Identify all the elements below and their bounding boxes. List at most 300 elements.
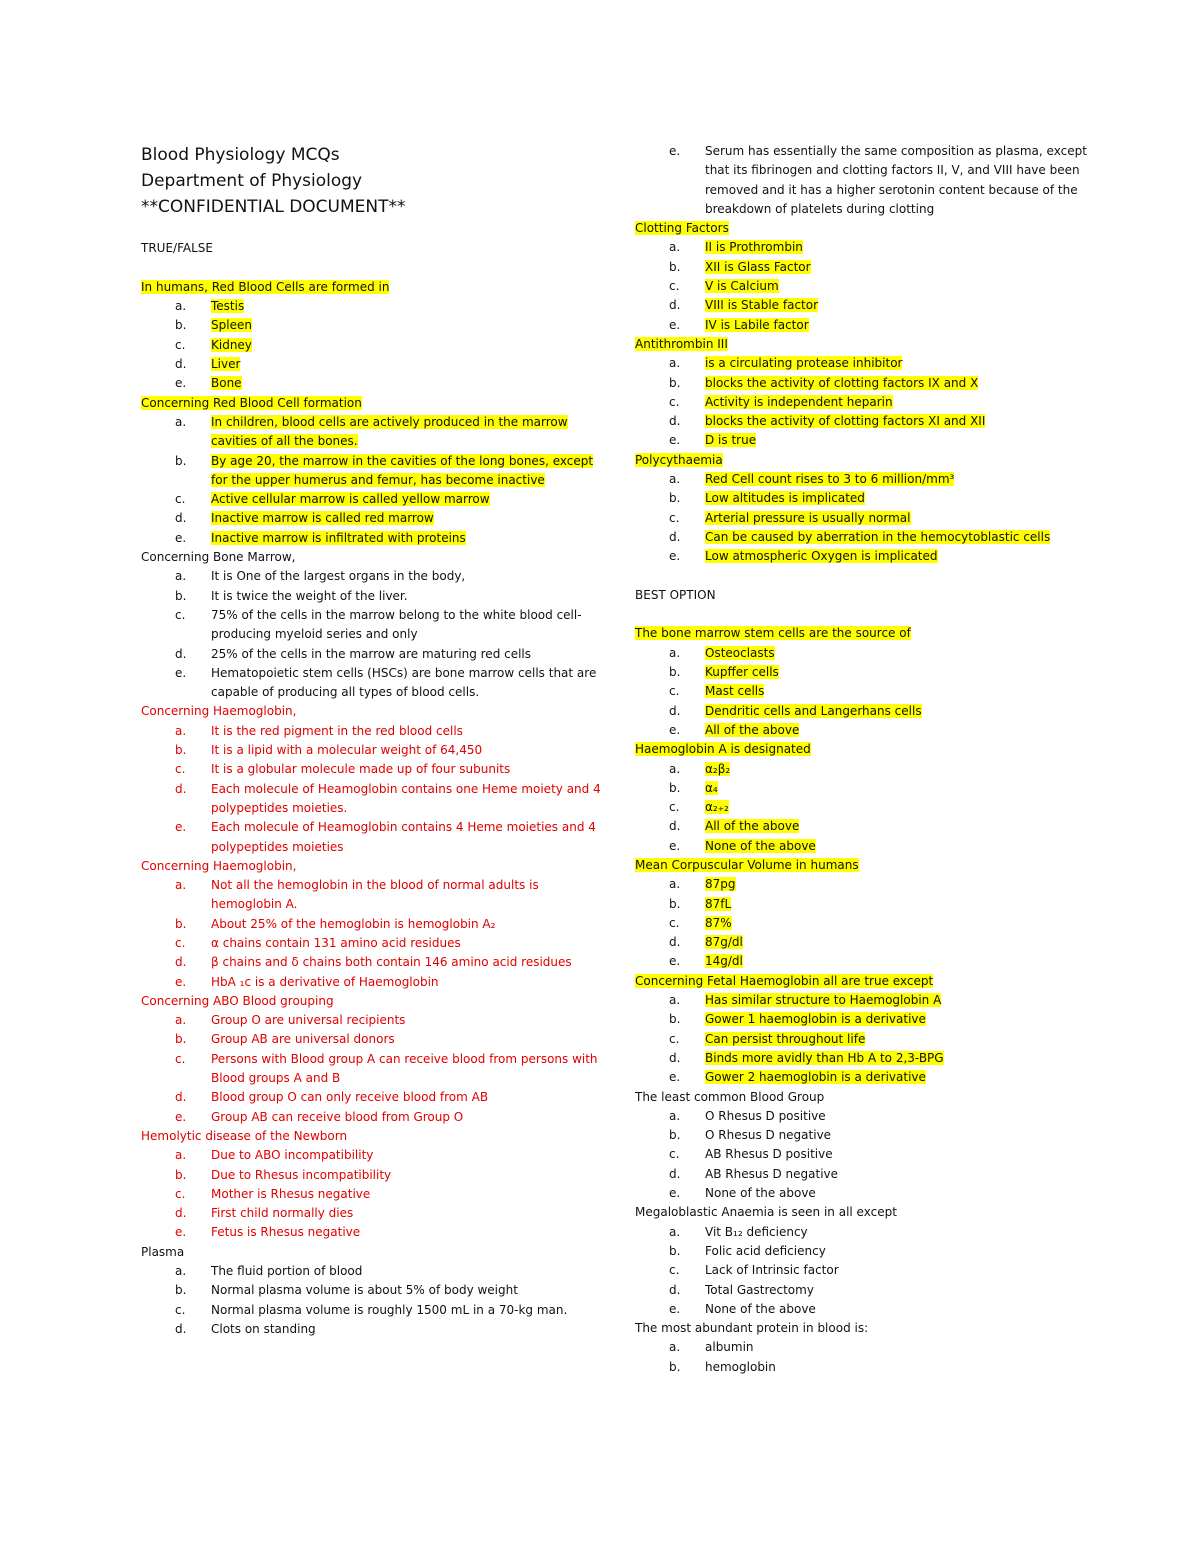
option-list [141, 722, 611, 857]
option-letter: c. [669, 1031, 680, 1046]
question-stem [141, 278, 611, 297]
question-stem [635, 335, 1105, 354]
option-letter: e. [669, 1301, 681, 1316]
option-letter: c. [175, 1302, 186, 1317]
option-letter: d. [175, 955, 187, 970]
question-stem [141, 857, 611, 876]
answer-option [635, 933, 1105, 952]
option-letter: d. [669, 935, 681, 950]
answer-option [635, 1145, 1105, 1164]
answer-option [635, 1126, 1105, 1145]
option-letter: d. [669, 298, 681, 313]
option-text: Inactive marrow is called red marrow [211, 511, 434, 526]
answer-option [635, 547, 1105, 566]
option-text: Inactive marrow is infiltrated with proteins [211, 530, 466, 545]
answer-option [141, 722, 611, 741]
question-stem [635, 740, 1105, 759]
option-text: AB Rhesus D negative [705, 1166, 839, 1181]
option-list [635, 760, 1105, 856]
question-stem [141, 548, 611, 567]
answer-option [141, 1223, 611, 1242]
option-letter: a. [175, 1013, 187, 1028]
option-letter: e. [669, 317, 681, 332]
answer-option [635, 1049, 1105, 1068]
option-letter: b. [175, 1167, 187, 1182]
option-text: Has similar structure to Haemoglobin A [705, 993, 942, 1008]
option-letter: a. [669, 1224, 681, 1239]
question-stem-text: Concerning Haemoglobin, [141, 858, 297, 873]
option-text: blocks the activity of clotting factors IX and X [705, 375, 979, 390]
question-stem [141, 394, 611, 413]
option-text: Total Gastrectomy [705, 1282, 814, 1297]
option-letter: a. [669, 1340, 681, 1355]
question-stem-text: In humans, Red Blood Cells are formed in [141, 279, 390, 294]
answer-option [635, 682, 1105, 701]
question-stem-text: Mean Corpuscular Volume in humans [635, 857, 859, 872]
option-letter: e. [669, 954, 681, 969]
answer-option [635, 470, 1105, 489]
answer-option [141, 1108, 611, 1127]
option-letter: e. [669, 433, 681, 448]
answer-option [141, 953, 611, 972]
option-text: Testis [211, 299, 245, 314]
spacer [635, 605, 1105, 624]
answer-option [635, 1242, 1105, 1261]
option-letter: d. [669, 1166, 681, 1181]
right-question-list [635, 219, 1105, 566]
question-stem [635, 1319, 1105, 1338]
answer-option [635, 663, 1105, 682]
option-letter: c. [669, 510, 680, 525]
question-stem [635, 1203, 1105, 1222]
option-letter: a. [669, 645, 681, 660]
question-stem-text: Megaloblastic Anaemia is seen in all except [635, 1205, 897, 1220]
option-text: None of the above [705, 838, 816, 853]
option-letter: e. [669, 1070, 681, 1085]
answer-option [635, 991, 1105, 1010]
answer-option [141, 1204, 611, 1223]
option-letter: a. [175, 1148, 187, 1163]
option-list [635, 1223, 1105, 1319]
option-text: D is true [705, 433, 757, 448]
option-text: 14g/dl [705, 954, 743, 969]
option-text: In children, blood cells are actively produced in the marrow cavities of all the bones. [211, 414, 568, 449]
option-list [141, 1146, 611, 1242]
option-text: Clots on standing [211, 1321, 316, 1336]
section-heading-true-false: TRUE/FALSE [141, 241, 213, 256]
option-letter: d. [669, 819, 681, 834]
option-letter: c. [669, 279, 680, 294]
answer-option [141, 1281, 611, 1300]
option-letter: d. [669, 1282, 681, 1297]
option-text: Can persist throughout life [705, 1031, 866, 1046]
answer-option [635, 1300, 1105, 1319]
option-text: All of the above [705, 819, 800, 834]
option-text: Binds more avidly than Hb A to 2,3-BPG [705, 1050, 944, 1065]
question-stem-text: Concerning Fetal Haemoglobin all are true except [635, 973, 934, 988]
answer-option [141, 490, 611, 509]
option-letter: c. [669, 394, 680, 409]
question-stem-text: Antithrombin III [635, 336, 728, 351]
option-letter: b. [175, 1032, 187, 1047]
option-text: VIII is Stable factor [705, 298, 819, 313]
option-letter: e. [175, 530, 187, 545]
answer-option [635, 1184, 1105, 1203]
option-text: Blood group O can only receive blood from AB [211, 1090, 489, 1105]
question-stem [635, 856, 1105, 875]
option-list [635, 875, 1105, 971]
answer-option [141, 1166, 611, 1185]
answer-option [141, 973, 611, 992]
option-letter: d. [175, 1206, 187, 1221]
option-list [141, 1011, 611, 1127]
option-letter: d. [175, 1321, 187, 1336]
answer-option [141, 509, 611, 528]
option-text: Mother is Rhesus negative [211, 1186, 371, 1201]
option-text: blocks the activity of clotting factors XI and XII [705, 414, 986, 429]
option-letter: b. [175, 588, 187, 603]
answer-option [635, 1358, 1105, 1377]
option-letter: e. [175, 1109, 187, 1124]
option-text: Due to Rhesus incompatibility [211, 1167, 392, 1182]
option-text: None of the above [705, 1186, 816, 1201]
question-stem [635, 1088, 1105, 1107]
answer-option [635, 354, 1105, 373]
option-text: Gower 2 haemoglobin is a derivative [705, 1070, 926, 1085]
question-stem [635, 624, 1105, 643]
option-letter: a. [175, 723, 187, 738]
answer-option [635, 875, 1105, 894]
option-letter: b. [669, 1012, 681, 1027]
option-letter: e. [669, 549, 681, 564]
option-text: Dendritic cells and Langerhans cells [705, 703, 922, 718]
option-list [141, 567, 611, 702]
option-letter: b. [669, 780, 681, 795]
option-letter: c. [175, 1186, 186, 1201]
option-letter: e. [669, 722, 681, 737]
answer-option [635, 952, 1105, 971]
answer-option [141, 645, 611, 664]
option-text: is a circulating protease inhibitor [705, 356, 903, 371]
option-text: α₂₊₂ [705, 800, 729, 815]
option-text: Gower 1 haemoglobin is a derivative [705, 1012, 926, 1027]
question-stem-text: The least common Blood Group [635, 1089, 825, 1104]
answer-option [141, 1146, 611, 1165]
option-letter: a. [669, 1108, 681, 1123]
option-letter: c. [669, 1263, 680, 1278]
option-text: Vit B₁₂ deficiency [705, 1224, 808, 1239]
option-letter: b. [175, 916, 187, 931]
option-list [635, 1107, 1105, 1203]
answer-option [141, 818, 611, 857]
option-text: Low atmospheric Oxygen is implicated [705, 549, 938, 564]
best-option-question-list [635, 624, 1105, 1377]
option-letter: c. [669, 915, 680, 930]
question-stem-text: Concerning Haemoglobin, [141, 704, 297, 719]
option-text: Hematopoietic stem cells (HSCs) are bone marrow cells that are capable of producing all types of blood cells. [211, 665, 597, 700]
answer-option [141, 1301, 611, 1320]
question-stem-text: Haemoglobin A is designated [635, 742, 811, 757]
department-name: Department of Physiology [141, 171, 363, 191]
option-text: Folic acid deficiency [705, 1243, 826, 1258]
option-text: First child normally dies [211, 1206, 354, 1221]
answer-option [141, 529, 611, 548]
answer-option [635, 1223, 1105, 1242]
option-letter: a. [175, 414, 187, 429]
answer-option [635, 296, 1105, 315]
answer-option [635, 1165, 1105, 1184]
option-text: It is a lipid with a molecular weight of 64,450 [211, 743, 483, 758]
option-text: α₂β₂ [705, 761, 731, 776]
option-letter: c. [669, 800, 680, 815]
option-letter: e. [175, 1225, 187, 1240]
confidential-label: **CONFIDENTIAL DOCUMENT** [141, 197, 406, 217]
answer-option [635, 412, 1105, 431]
option-letter: c. [669, 684, 680, 699]
question-stem-text: Hemolytic disease of the Newborn [141, 1128, 348, 1143]
option-list [635, 354, 1105, 450]
answer-option [635, 1338, 1105, 1357]
option-letter: d. [669, 414, 681, 429]
answer-option [635, 431, 1105, 450]
answer-option [141, 452, 611, 491]
question-stem-text: Clotting Factors [635, 221, 729, 236]
option-letter: c. [175, 1051, 186, 1066]
option-letter: b. [669, 375, 681, 390]
answer-option [141, 1011, 611, 1030]
option-list [141, 413, 611, 548]
option-letter: b. [669, 896, 681, 911]
spacer [141, 259, 611, 278]
option-text: XII is Glass Factor [705, 259, 811, 274]
answer-option [141, 587, 611, 606]
option-text: Group AB can receive blood from Group O [211, 1109, 464, 1124]
option-letter: a. [669, 877, 681, 892]
option-text: It is twice the weight of the liver. [211, 588, 408, 603]
option-letter: a. [669, 240, 681, 255]
option-text: Red Cell count rises to 3 to 6 million/mm³ [705, 472, 955, 487]
option-text: Each molecule of Heamoglobin contains one Heme moiety and 4 polypeptides moieties. [211, 781, 601, 815]
answer-option [141, 934, 611, 953]
question-stem [635, 972, 1105, 991]
option-letter: b. [669, 665, 681, 680]
option-text: 25% of the cells in the marrow are maturing red cells [211, 646, 532, 661]
option-list [635, 238, 1105, 334]
option-letter: a. [175, 878, 187, 893]
option-text: β chains and δ chains both contain 146 amino acid residues [211, 955, 572, 970]
option-letter: d. [175, 646, 187, 661]
answer-option [141, 664, 611, 703]
option-list [635, 991, 1105, 1087]
question-stem [141, 992, 611, 1011]
question-stem [141, 1243, 611, 1262]
option-list [141, 297, 611, 393]
option-text: About 25% of the hemoglobin is hemoglobin A₂ [211, 916, 496, 931]
option-text: 75% of the cells in the marrow belong to the white blood cell-producing myeloid series and only [211, 607, 582, 642]
option-text: II is Prothrombin [705, 240, 803, 255]
option-text: Group O are universal recipients [211, 1013, 406, 1028]
option-text: The fluid portion of blood [211, 1264, 363, 1279]
option-letter: b. [175, 743, 187, 758]
answer-option [141, 316, 611, 335]
option-letter: c. [175, 492, 186, 507]
option-text: Not all the hemoglobin in the blood of normal adults is hemoglobin A. [211, 878, 539, 912]
answer-option [141, 915, 611, 934]
answer-option [635, 721, 1105, 740]
answer-option [141, 567, 611, 586]
answer-option [141, 1185, 611, 1204]
option-letter: c. [175, 935, 186, 950]
answer-option [635, 779, 1105, 798]
question-stem-text: Polycythaemia [635, 452, 723, 467]
continued-options [635, 142, 1105, 219]
option-list [635, 644, 1105, 740]
option-text: Fetus is Rhesus negative [211, 1225, 361, 1240]
option-letter: e. [175, 820, 187, 835]
option-text: V is Calcium [705, 279, 779, 294]
answer-option [141, 1320, 611, 1339]
option-letter: c. [175, 607, 186, 622]
answer-option [141, 876, 611, 915]
option-letter: c. [175, 337, 186, 352]
option-list [635, 142, 1105, 219]
option-letter: d. [669, 1050, 681, 1065]
option-text: O Rhesus D negative [705, 1128, 832, 1143]
answer-option [635, 1261, 1105, 1280]
answer-option [635, 914, 1105, 933]
option-letter: e. [669, 144, 681, 158]
option-text: albumin [705, 1340, 754, 1355]
option-letter: b. [669, 1243, 681, 1258]
answer-option [635, 142, 1105, 219]
answer-option [141, 1030, 611, 1049]
option-text: By age 20, the marrow in the cavities of the long bones, except for the upper humerus and femur, has become inactive [211, 453, 594, 487]
option-list [141, 876, 611, 992]
option-letter: a. [175, 1264, 187, 1279]
option-text: Activity is independent heparin [705, 394, 893, 409]
right-column [635, 0, 1105, 1377]
question-stem [635, 219, 1105, 238]
option-letter: d. [669, 703, 681, 718]
option-letter: b. [175, 1283, 187, 1298]
option-letter: d. [175, 781, 187, 796]
option-list [635, 1338, 1105, 1377]
question-stem-text: The bone marrow stem cells are the source of [635, 626, 911, 641]
option-text: Bone [211, 376, 242, 391]
answer-option [635, 277, 1105, 296]
spacer [635, 567, 1105, 586]
option-text: 87pg [705, 877, 736, 892]
option-letter: b. [669, 1128, 681, 1143]
answer-option [141, 1088, 611, 1107]
question-stem-text: Concerning Bone Marrow, [141, 550, 296, 565]
option-text: HbA ₁c is a derivative of Haemoglobin [211, 974, 439, 989]
option-letter: b. [669, 1359, 681, 1374]
option-letter: b. [175, 318, 187, 333]
option-letter: e. [175, 665, 187, 680]
answer-option [635, 509, 1105, 528]
option-text: AB Rhesus D positive [705, 1147, 833, 1162]
answer-option [141, 741, 611, 760]
option-list [635, 470, 1105, 566]
option-text: Active cellular marrow is called yellow marrow [211, 492, 490, 507]
spacer [141, 220, 611, 239]
answer-option [635, 489, 1105, 508]
option-letter: e. [669, 838, 681, 853]
answer-option [635, 1030, 1105, 1049]
option-text: It is One of the largest organs in the body, [211, 569, 466, 584]
option-text: It is a globular molecule made up of four subunits [211, 762, 511, 777]
option-letter: a. [669, 761, 681, 776]
left-column [141, 0, 611, 1339]
option-text: 87g/dl [705, 935, 743, 950]
option-letter: a. [175, 299, 187, 314]
option-letter: e. [669, 1186, 681, 1201]
option-text: Liver [211, 357, 241, 372]
option-letter: a. [175, 569, 187, 584]
option-text: Mast cells [705, 684, 765, 699]
option-letter: d. [175, 357, 187, 372]
answer-option [141, 374, 611, 393]
section-heading-best-option: BEST OPTION [635, 587, 716, 602]
option-letter: d. [175, 1090, 187, 1105]
option-letter: a. [669, 472, 681, 487]
answer-option [141, 297, 611, 316]
answer-option [141, 1050, 611, 1089]
answer-option [635, 258, 1105, 277]
option-list [141, 1262, 611, 1339]
option-letter: c. [175, 762, 186, 777]
answer-option [141, 413, 611, 452]
answer-option [635, 798, 1105, 817]
option-letter: d. [175, 511, 187, 526]
option-text: Group AB are universal donors [211, 1032, 395, 1047]
question-stem-text: Concerning ABO Blood grouping [141, 993, 334, 1008]
option-text: Spleen [211, 318, 252, 333]
option-text: Kidney [211, 337, 252, 352]
question-stem [141, 702, 611, 721]
option-letter: c. [669, 1147, 680, 1162]
option-text: Persons with Blood group A can receive blood from persons with Blood groups A and B [211, 1051, 598, 1086]
option-letter: e. [175, 376, 187, 391]
answer-option [635, 374, 1105, 393]
option-text: Normal plasma volume is about 5% of body weight [211, 1283, 518, 1298]
option-text: None of the above [705, 1301, 816, 1316]
question-stem-text: Plasma [141, 1244, 185, 1259]
option-text: hemoglobin [705, 1359, 776, 1374]
question-stem [141, 1127, 611, 1146]
answer-option [635, 238, 1105, 257]
answer-option [635, 1010, 1105, 1029]
option-text: It is the red pigment in the red blood cells [211, 723, 463, 738]
answer-option [635, 837, 1105, 856]
option-text: 87fL [705, 896, 732, 911]
answer-option [635, 702, 1105, 721]
answer-option [141, 760, 611, 779]
answer-option [141, 780, 611, 819]
answer-option [141, 1262, 611, 1281]
question-stem [635, 451, 1105, 470]
option-text: Osteoclasts [705, 645, 775, 660]
answer-option [635, 393, 1105, 412]
option-letter: a. [669, 356, 681, 371]
option-text: α₄ [705, 780, 718, 795]
answer-option [635, 1068, 1105, 1087]
answer-option [635, 760, 1105, 779]
answer-option [141, 336, 611, 355]
answer-option [635, 644, 1105, 663]
option-letter: d. [669, 529, 681, 544]
